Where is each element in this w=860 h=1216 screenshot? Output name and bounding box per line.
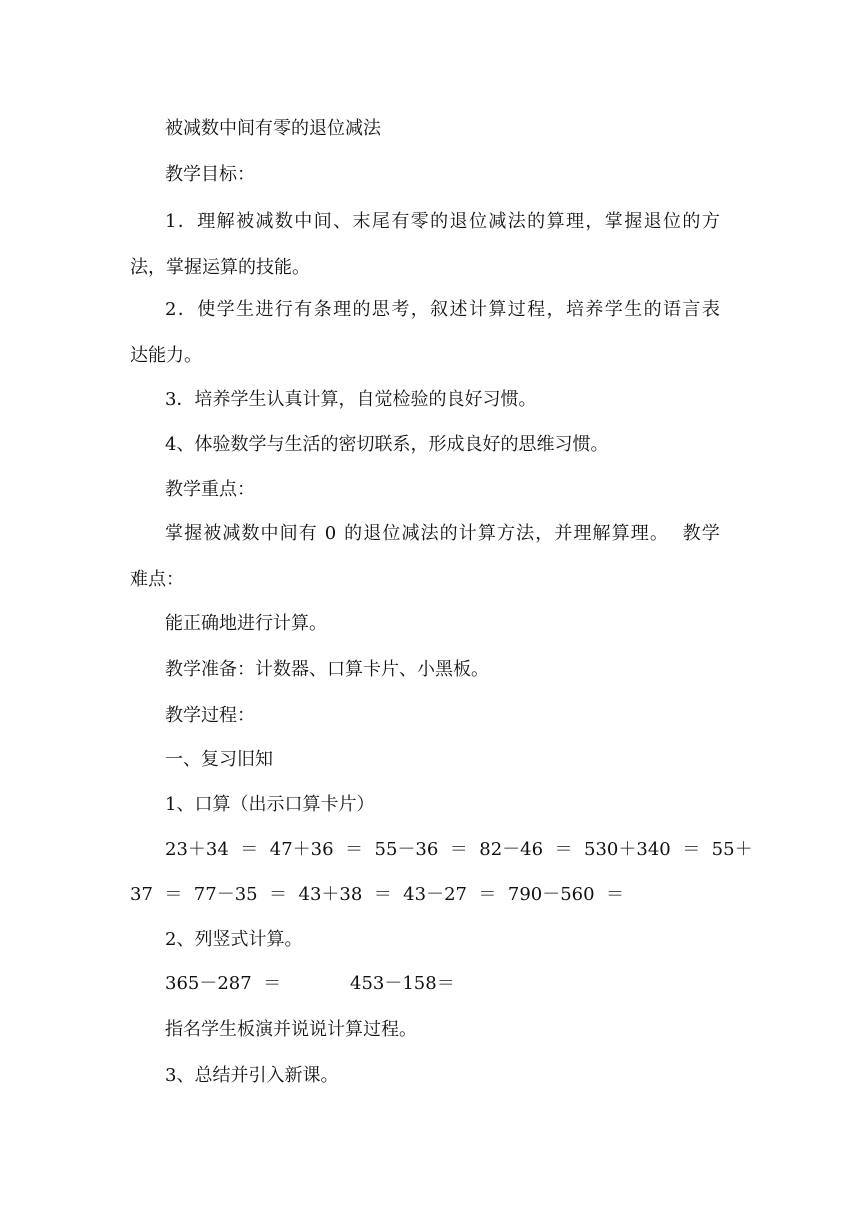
process-heading: 教学过程： [165,705,255,726]
oral-calc-line-1: 2 3 ＋ 3 4 ＝ 4 7 ＋ 3 6 ＝ 5 5 － 3 6 ＝ 8 2 － 4 6 ＝ 5 3 0 ＋ 3 4 0 ＝ 5 5 ＋ [165,839,753,860]
preparation-text: 教学准备：计数器、口算卡片、小黑板。 [165,659,489,680]
item-1-text: 1、口算（出示口算卡片） [165,794,375,815]
document-title: 被减数中间有零的退位减法 [165,118,381,139]
key-points-line-2: 难点： [130,569,184,590]
goal-2-line-1: 2 ． 使 学 生 进 行 有 条 理 的 思 考 ， 叙 述 计 算 过 程 ， 培 养 学 生 的 语 言 表 [165,299,720,320]
goals-heading: 教学目标： [165,164,255,185]
goal-1-line-2: 法，掌握运算的技能。 [130,257,310,278]
key-points-line-1: 掌 握 被 减 数 中 间 有 0 的 退 位 减 法 的 计 算 方 法 ， 并 理 解 算 理 。 教 学 [165,523,720,544]
section-1-heading: 一、复习旧知 [165,749,273,770]
item-2-text: 2、列竖式计算。 [165,929,303,950]
vertical-calc-1: 365－287 ＝ [165,973,282,994]
vertical-calc-2: 453－158＝ [350,973,455,994]
goal-1-line-1: 1 ． 理 解 被 减 数 中 间 、 末 尾 有 零 的 退 位 减 法 的 算 理 ， 掌 握 退 位 的 方 [165,211,720,232]
oral-calc-line-2: 37 ＝ 77－35 ＝ 43＋38 ＝ 43－27 ＝ 790－560 ＝ [130,884,625,905]
item-3-text: 3、总结并引入新课。 [165,1065,339,1086]
goal-2-line-2: 达能力。 [130,345,202,366]
difficulty-text: 能正确地进行计算。 [165,613,327,634]
board-demo-text: 指名学生板演并说说计算过程。 [165,1019,417,1040]
goal-3: 3．培养学生认真计算，自觉检验的良好习惯。 [165,389,537,410]
goal-4: 4、体验数学与生活的密切联系，形成良好的思维习惯。 [165,434,609,455]
key-points-heading: 教学重点： [165,479,255,500]
